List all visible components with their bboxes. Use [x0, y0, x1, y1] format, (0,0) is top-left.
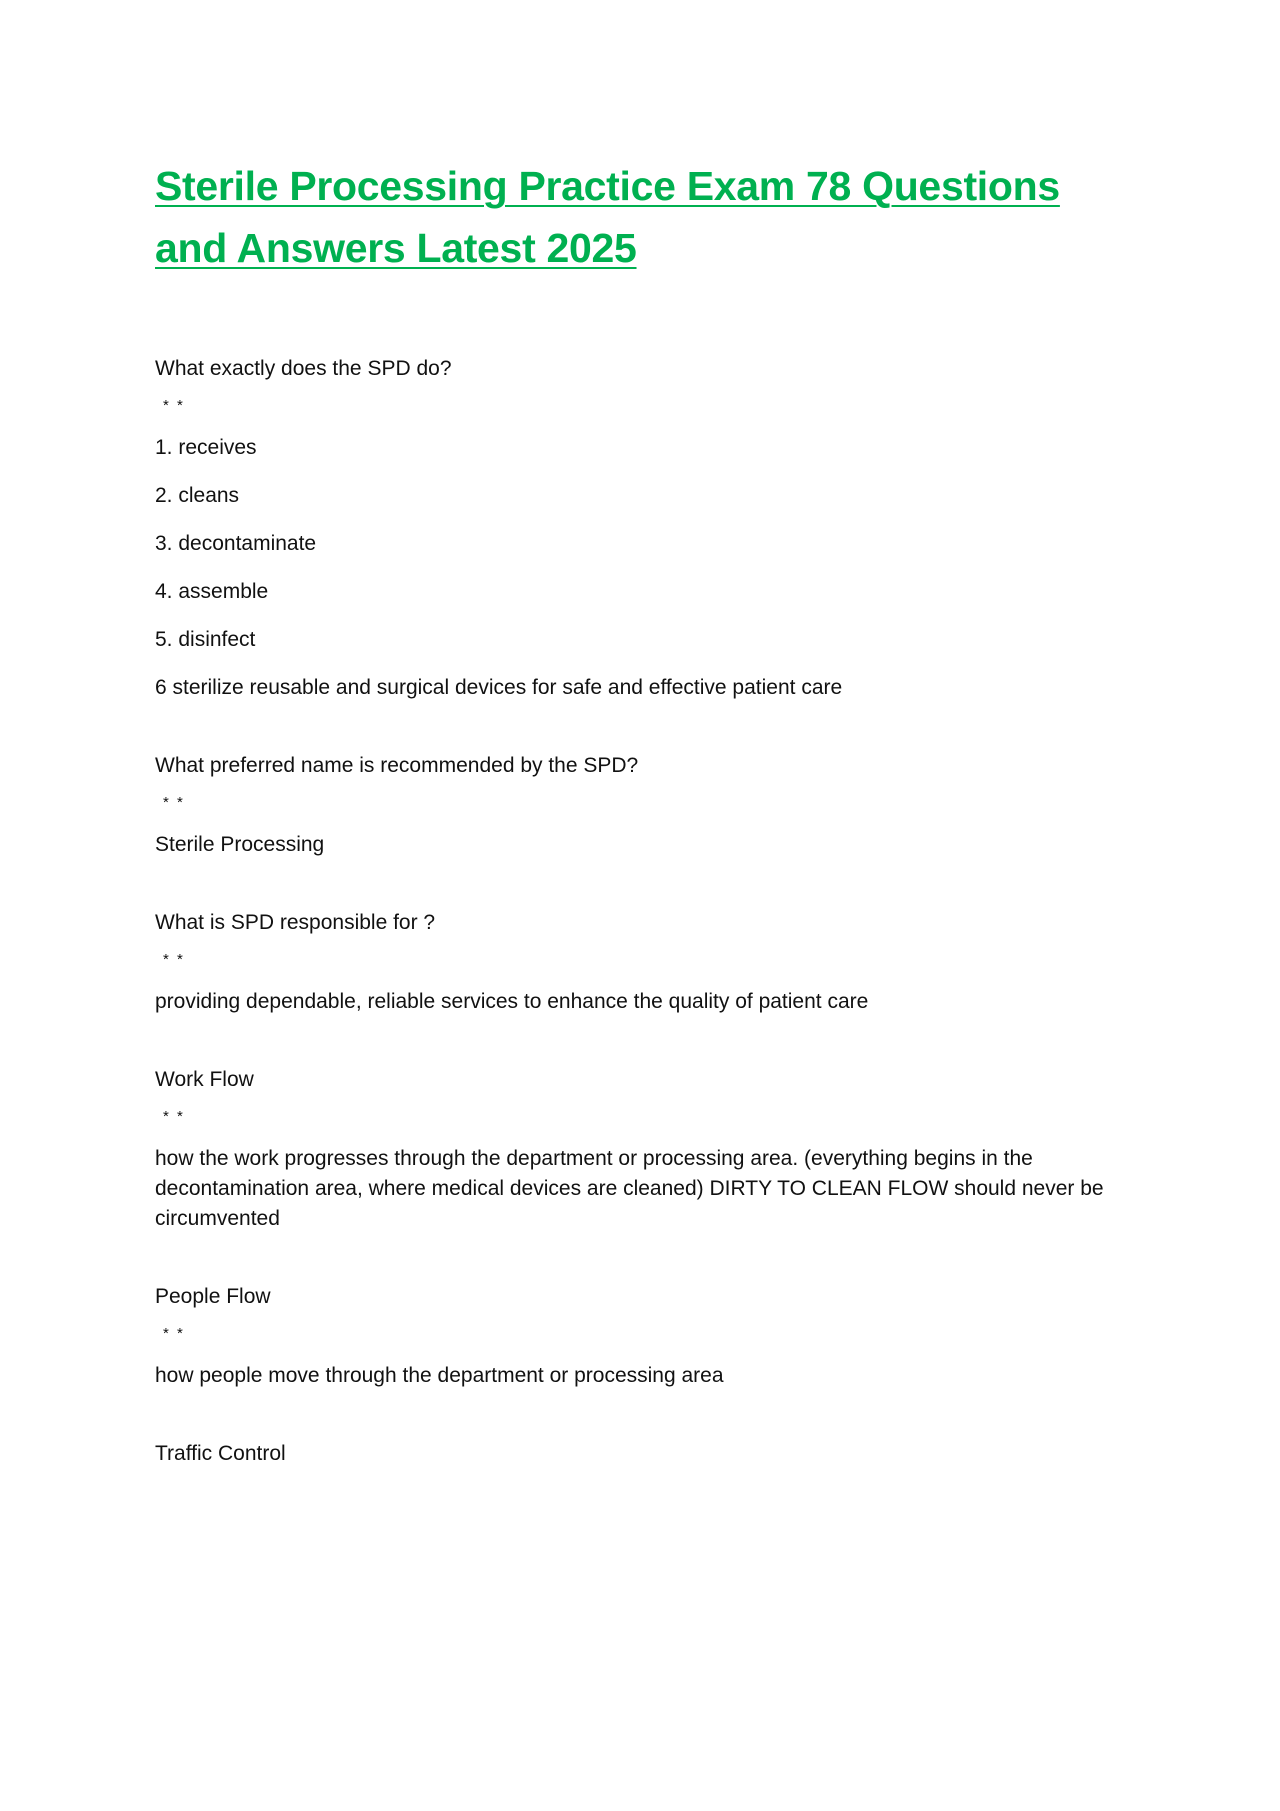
question-text: Work Flow — [155, 1068, 254, 1091]
answer-text: Sterile Processing — [155, 833, 325, 856]
qa-item — [155, 354, 1125, 703]
question-text: What exactly does the SPD do? — [155, 357, 452, 380]
answer-list-item: 2. cleans — [155, 484, 240, 507]
qa-item — [155, 1065, 1125, 1234]
qa-item — [155, 1439, 1125, 1469]
answer-list-item: 4. assemble — [155, 580, 269, 603]
qa-list — [155, 354, 1125, 1469]
answer-separator: * * — [163, 1325, 185, 1342]
answer-separator: * * — [163, 951, 185, 968]
answer-separator: * * — [163, 397, 185, 414]
document-content — [155, 155, 1125, 1517]
answer-separator: * * — [163, 794, 185, 811]
question-text: People Flow — [155, 1285, 271, 1308]
answer-list — [155, 433, 1125, 703]
question-text: What preferred name is recommended by the SPD? — [155, 754, 639, 777]
answer-text: providing dependable, reliable services to enhance the quality of patient care — [155, 990, 869, 1013]
document-title: Sterile Processing Practice Exam 78 Questions and Answers Latest 2025 — [155, 163, 1060, 271]
qa-item — [155, 1282, 1125, 1391]
question-text: What is SPD responsible for ? — [155, 911, 436, 934]
question-text: Traffic Control — [155, 1442, 286, 1465]
answer-list-item: 3. decontaminate — [155, 532, 317, 555]
qa-item — [155, 908, 1125, 1017]
answer-text: how people move through the department or processing area — [155, 1364, 724, 1387]
answer-list-item: 1. receives — [155, 436, 257, 459]
qa-item — [155, 751, 1125, 860]
answer-separator: * * — [163, 1108, 185, 1125]
answer-list-item: 6 sterilize reusable and surgical devices for safe and effective patient care — [155, 676, 843, 699]
answer-list-item: 5. disinfect — [155, 628, 256, 651]
answer-text: how the work progresses through the department or processing area. (everything begins in the decontamination area, where medical devices are cleaned) DIRTY TO CLEAN FLOW should never be circumvented — [155, 1147, 1104, 1230]
